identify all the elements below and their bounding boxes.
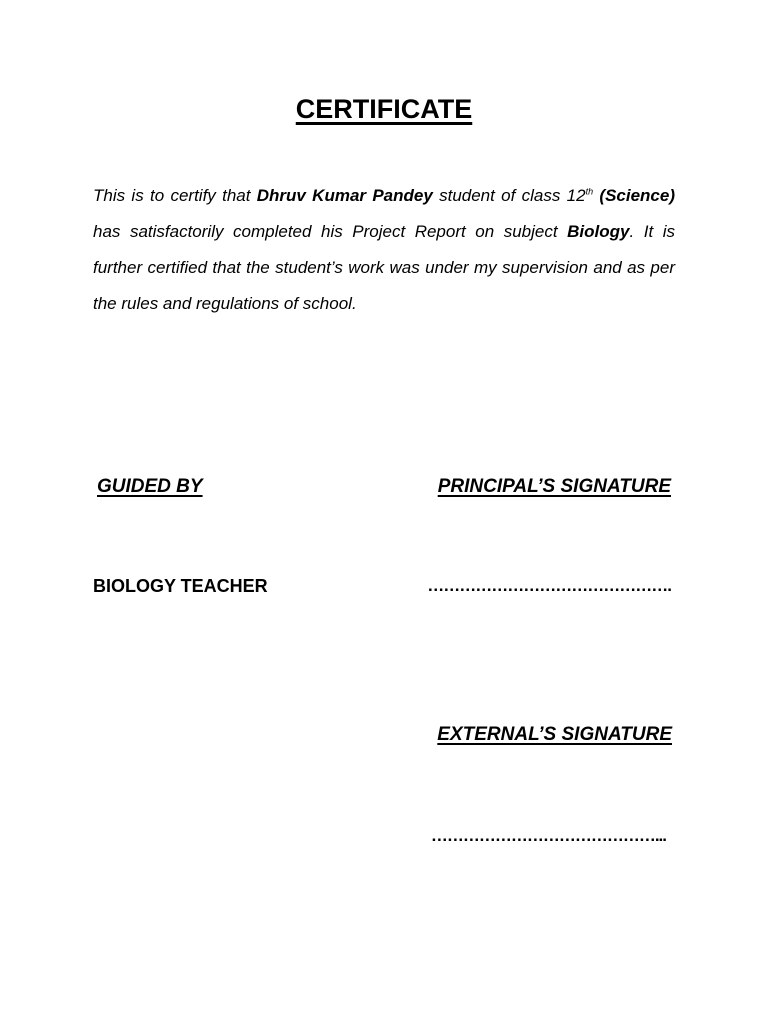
certificate-body xyxy=(93,178,675,322)
class-superscript: th xyxy=(585,186,594,197)
student-stream: (Science) xyxy=(599,186,675,205)
principal-signature-heading: PRINCIPAL’S SIGNATURE xyxy=(437,476,671,497)
student-name: Dhruv Kumar Pandey xyxy=(256,186,433,205)
external-signature-line: ……………………………………... xyxy=(430,826,666,845)
body-text-part-2: student of class 12 xyxy=(432,186,586,205)
certificate-title xyxy=(0,92,768,126)
subject-name: Biology xyxy=(567,222,630,241)
body-text-part-1: This is to certify that xyxy=(93,186,257,205)
principal-signature-line: ………………………………………. xyxy=(427,576,671,595)
body-text-part-3: has satisfactorily completed his Project Report on subject xyxy=(93,222,568,241)
guided-by-heading: GUIDED BY xyxy=(97,476,203,497)
external-signature-heading: EXTERNAL’S SIGNATURE xyxy=(437,724,672,745)
body-text-part-4: . It is further certified that the student’s work was under my supervision and as per the rules and regulations of school. xyxy=(93,222,675,313)
certificate-title-text: CERTIFICATE xyxy=(295,94,473,124)
guide-name: BIOLOGY TEACHER xyxy=(93,576,268,596)
